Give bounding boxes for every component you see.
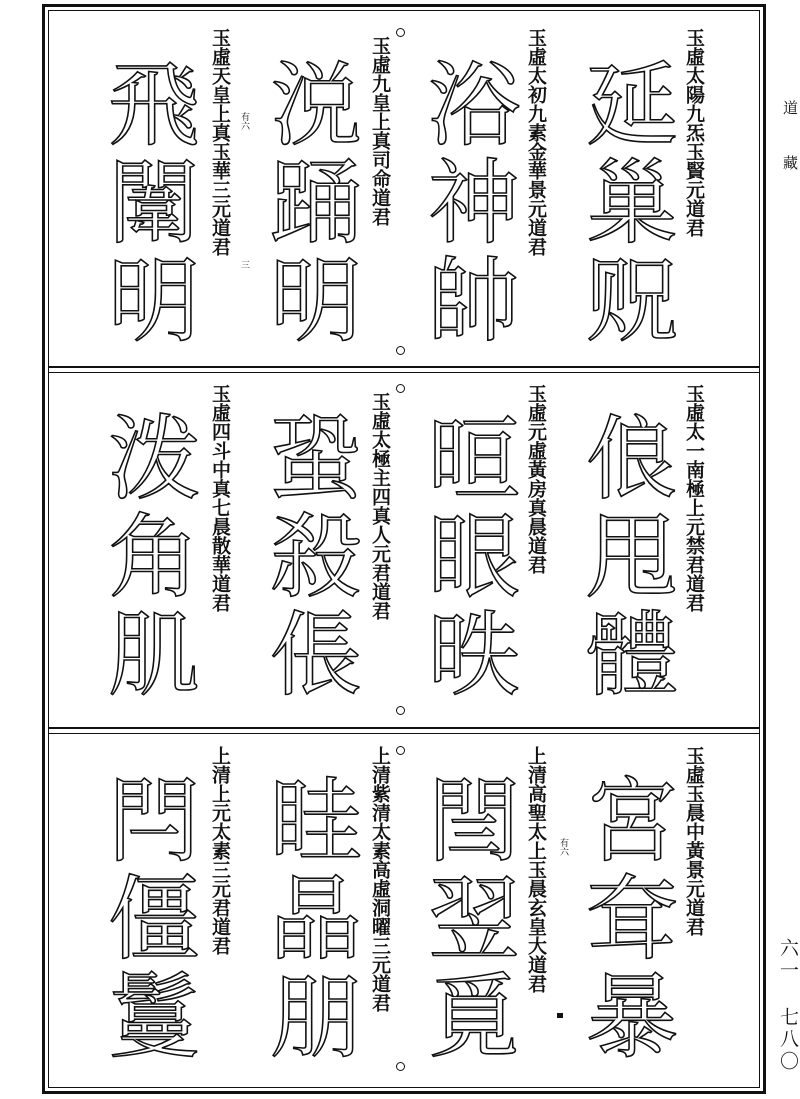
- entry-caption: 玉虛九皇上真司命道君: [369, 36, 391, 226]
- filled-mark: [557, 1013, 563, 1018]
- entry-caption: 玉虛太一南極上元禁君道君: [683, 384, 705, 612]
- entry-caption: 玉虛天皇上真玉華三元道君: [209, 28, 231, 256]
- seal-script-glyphs: 閂僵鬘: [93, 772, 200, 1066]
- margin-note: 有六: [239, 112, 249, 130]
- entry-caption: 玉虛四斗中真七晨散華道君: [209, 384, 231, 612]
- entry-caption: 玉虛太陽九炁玉賢元道君: [683, 28, 705, 237]
- circle-mark: [396, 28, 405, 37]
- seal-script-glyphs: 浴神帥: [413, 56, 520, 350]
- seal-script-glyphs: 俍甩體: [571, 410, 678, 704]
- seal-script-glyphs: 延巢贶: [571, 56, 678, 350]
- circle-mark: [396, 384, 405, 393]
- circle-mark: [396, 346, 405, 355]
- seal-script-glyphs: 涚踊明: [255, 56, 362, 350]
- seal-script-glyphs: 飛闈明: [93, 56, 200, 350]
- circle-mark: [396, 746, 405, 755]
- circle-mark: [396, 706, 405, 715]
- seal-script-glyphs: 晅眼昳: [413, 410, 520, 704]
- panel-divider-top: [48, 366, 760, 368]
- entry-caption: 上清上元太素三元君道君: [209, 746, 231, 955]
- entry-caption: 玉虛元虛黃房真晨道君: [525, 384, 547, 574]
- page-number: 六一 七八〇: [777, 938, 799, 1073]
- entry-caption: 玉虛玉晨中黃景元道君: [683, 746, 705, 936]
- margin-note: 有六: [558, 838, 568, 856]
- entry-caption: 玉虛太極主四真人元君道君: [369, 392, 391, 620]
- seal-script-glyphs: 閆翌覓: [413, 772, 520, 1066]
- seal-script-glyphs: 眭晶朋: [255, 772, 362, 1066]
- seal-script-glyphs: 泼角肌: [93, 410, 200, 704]
- panel-divider-bottom: [48, 727, 760, 729]
- entry-caption: 上清紫清太素高虛洞曜三元道君: [369, 746, 391, 1012]
- entry-caption: 上清高聖太上玉晨玄皇大道君: [525, 746, 547, 993]
- panel-divider-top-b: [48, 372, 760, 373]
- panel-divider-bottom-b: [48, 733, 760, 734]
- seal-script-glyphs: 宮耷暴: [571, 772, 678, 1066]
- circle-mark: [396, 1062, 405, 1071]
- seal-script-glyphs: 蛩殺倀: [255, 410, 362, 704]
- entry-caption: 玉虛太初九素金華景元道君: [525, 28, 547, 256]
- margin-note: 三: [239, 260, 249, 269]
- book-title: 道藏: [781, 100, 799, 210]
